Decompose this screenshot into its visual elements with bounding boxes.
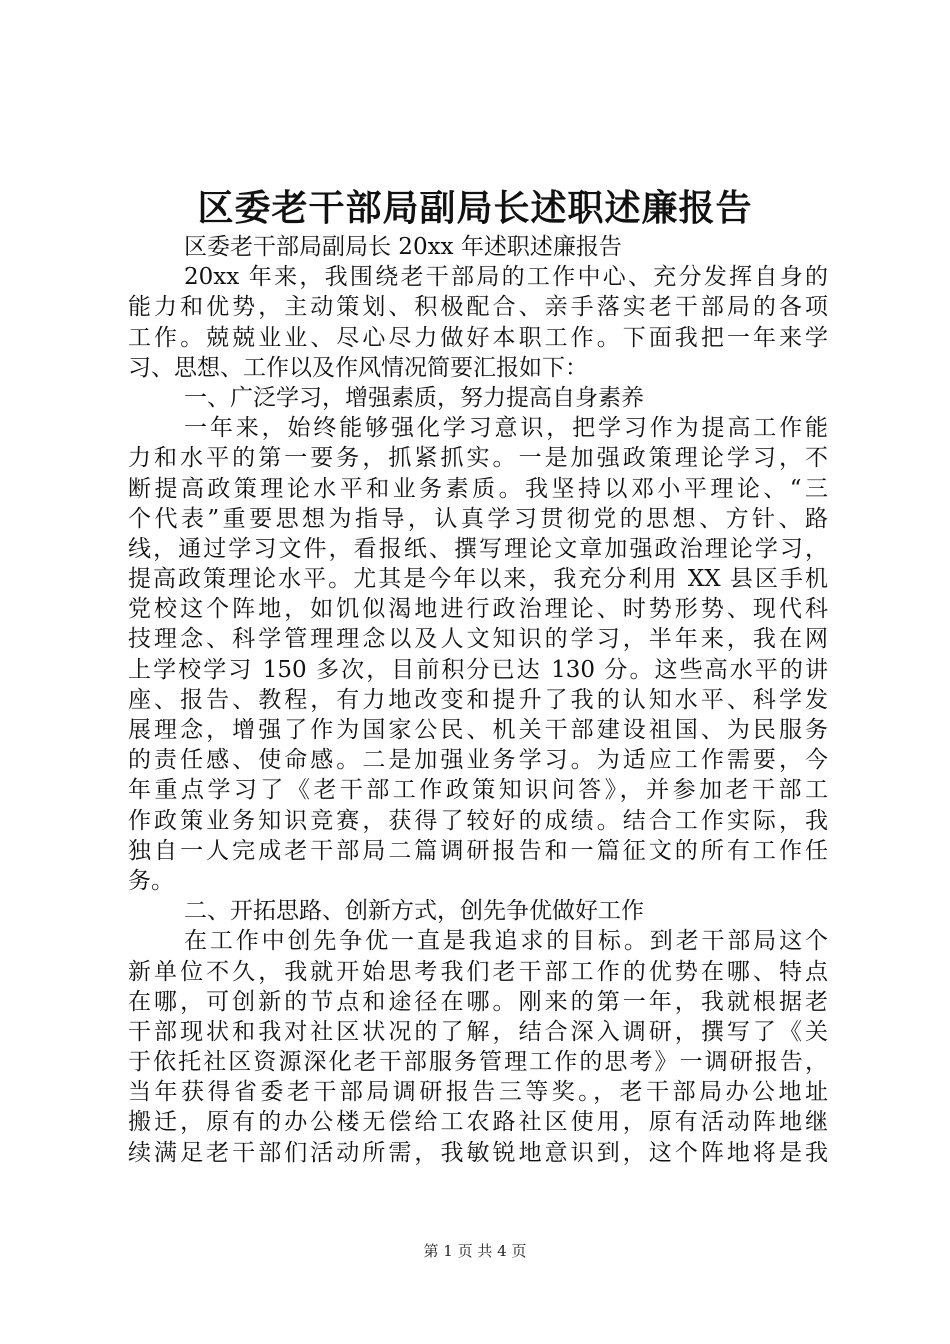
text-line: 独自一人完成老干部局二篇调研报告和一篇征文的所有工作任 <box>128 837 828 864</box>
text-line: 提高政策理论水平。尤其是今年以来，我充分利用 XX 县区手机 <box>128 566 828 593</box>
text-line: 技理念、科学管理理念以及人文知识的学习，半年来，我在网 <box>128 626 828 653</box>
text-line: 断提高政策理论水平和业务素质。我坚持以邓小平理论、“三 <box>128 475 828 502</box>
text-line: 上学校学习 150 多次，目前积分已达 130 分。这些高水平的讲 <box>128 656 828 683</box>
text-line: 20xx 年来，我围绕老干部局的工作中心、充分发挥自身的 <box>184 264 828 291</box>
text-line: 座、报告、教程，有力地改变和提升了我的认知水平、科学发 <box>128 686 828 713</box>
text-line: 的责任感、使命感。二是加强业务学习。为适应工作需要，今 <box>128 747 828 774</box>
text-line: 干部现状和我对社区状况的了解，结合深入调研，撰写了《关 <box>128 1018 828 1045</box>
text-line: 一年来，始终能够强化学习意识，把学习作为提高工作能 <box>184 415 828 442</box>
text-line: 作政策业务知识竞赛，获得了较好的成绩。结合工作实际，我 <box>128 807 828 834</box>
text-line: 区委老干部局副局长 20xx 年述职述廉报告 <box>184 234 622 260</box>
text-line: 一、广泛学习，增强素质，努力提高自身素养 <box>184 384 644 411</box>
text-line: 续满足老干部们活动所需，我敏锐地意识到，这个阵地将是我 <box>128 1139 828 1166</box>
text-line: 线，通过学习文件，看报纸、撰写理论文章加强政治理论学习， <box>128 535 828 562</box>
text-line: 于依托社区资源深化老干部服务管理工作的思考》一调研报告， <box>128 1049 828 1076</box>
text-line: 展理念，增强了作为国家公民、机关干部建设祖国、为民服务 <box>128 717 828 743</box>
text-line: 新单位不久，我就开始思考我们老干部工作的优势在哪、特点 <box>128 958 828 985</box>
text-line: 党校这个阵地，如饥似渴地进行政治理论、时势形势、现代科 <box>128 596 828 623</box>
text-line: 能力和优势，主动策划、积极配合、亲手落实老干部局的各项 <box>128 294 828 321</box>
text-line: 搬迁，原有的办公楼无偿给工农路社区使用，原有活动阵地继 <box>128 1109 828 1136</box>
text-line: 工作。兢兢业业、尽心尽力做好本职工作。下面我把一年来学 <box>128 324 828 351</box>
document-title: 区委老干部局副局长述职述廉报告 <box>197 187 753 229</box>
text-line: 力和水平的第一要务，抓紧抓实。一是加强政策理论学习，不 <box>128 445 828 472</box>
document-body <box>128 232 828 1168</box>
text-line: 务。 <box>128 867 174 894</box>
text-line: 二、开拓思路、创新方式，创先争优做好工作 <box>184 898 644 925</box>
text-line: 当年获得省委老干部局调研报告三等奖。，老干部局办公地址 <box>128 1079 828 1106</box>
text-line: 在哪，可创新的节点和途径在哪。刚来的第一年，我就根据老 <box>128 988 828 1015</box>
text-line: 年重点学习了《老干部工作政策知识问答》，并参加老干部工 <box>128 777 828 804</box>
text-line: 个代表”重要思想为指导，认真学习贯彻党的思想、方针、路 <box>128 505 828 532</box>
text-line: 在工作中创先争优一直是我追求的目标。到老干部局这个 <box>184 928 828 955</box>
text-line: 习、思想、工作以及作风情况简要汇报如下： <box>128 354 588 381</box>
page-footer: 第 1 页 共 4 页 <box>423 1242 527 1260</box>
